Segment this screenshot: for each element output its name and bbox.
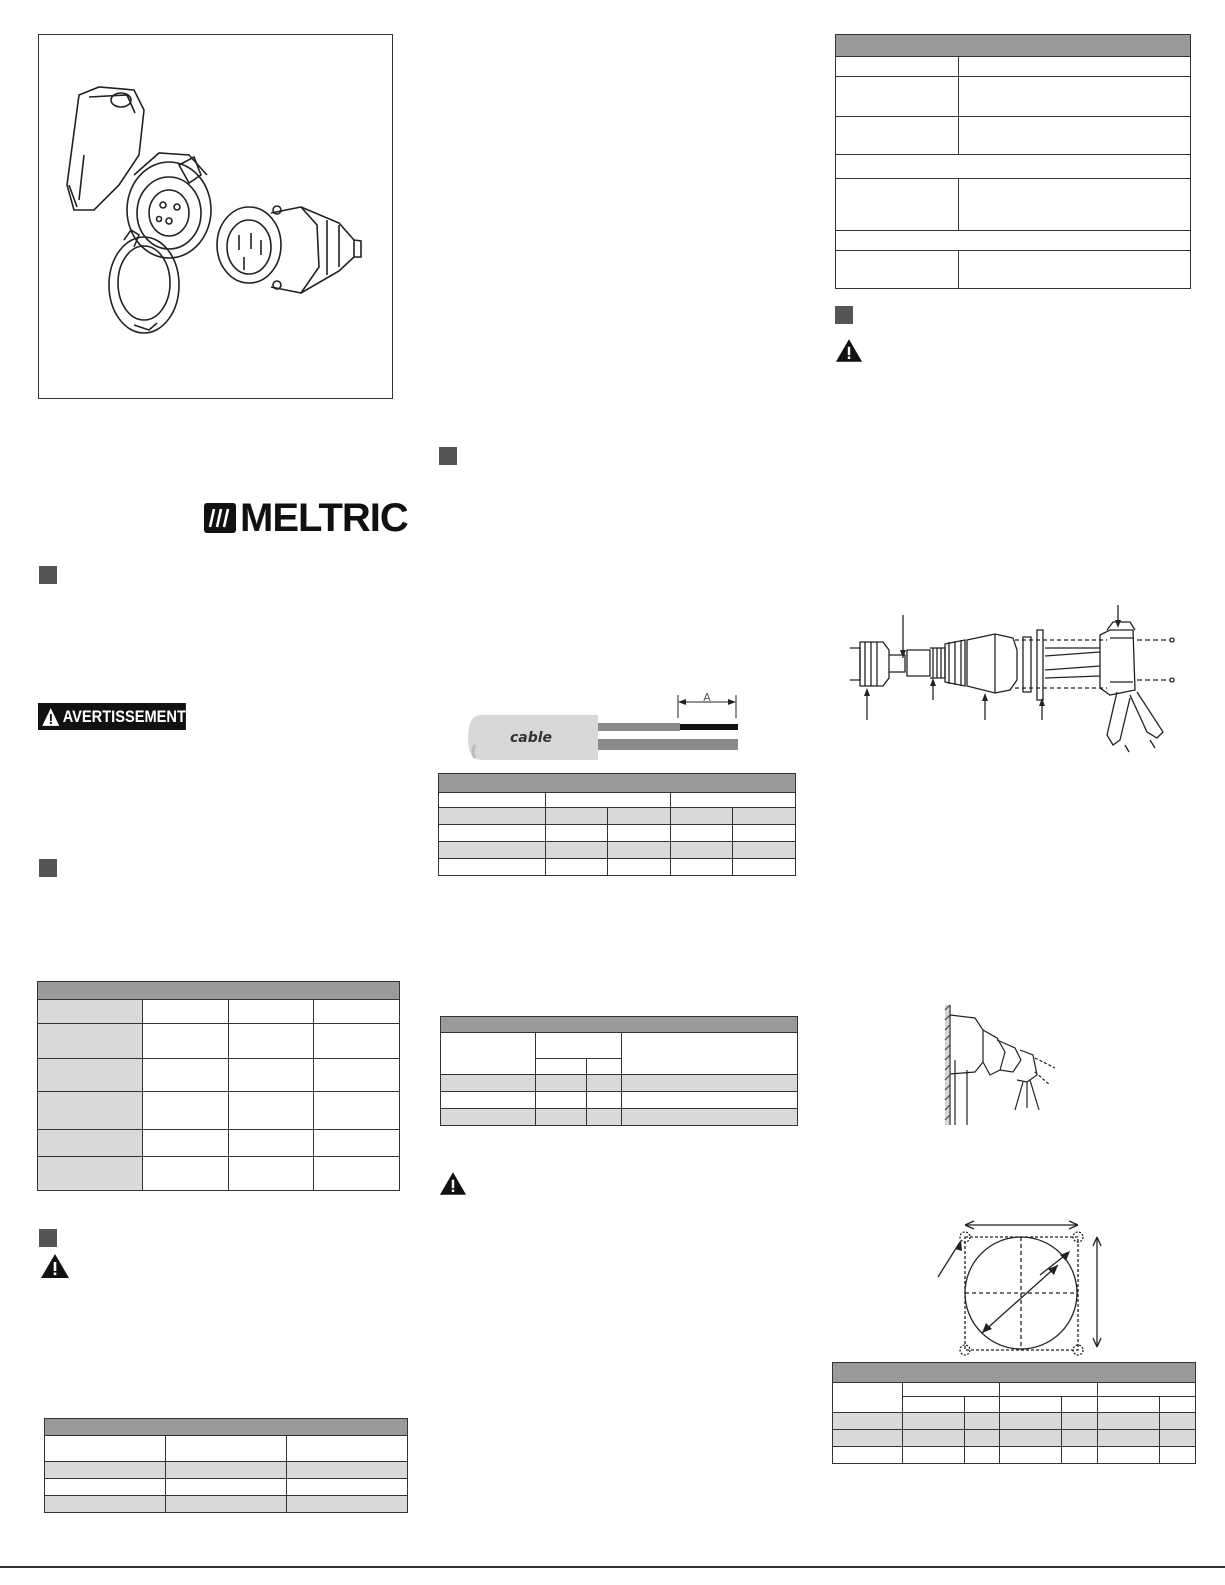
meltric-logo — [204, 495, 408, 540]
torque-table-left — [44, 1418, 408, 1513]
cutout-dimensions-table — [832, 1362, 1196, 1464]
caution-triangle-icon-2 — [439, 1171, 467, 1196]
specs-table-left — [37, 981, 400, 1191]
table-header — [38, 982, 400, 1000]
wall-mount-diagram — [935, 1000, 1065, 1128]
dimension-label: A — [703, 691, 711, 704]
section-marker-5 — [835, 306, 853, 324]
logo-wordmark: MELTRIC — [240, 495, 408, 540]
cable-label: cable — [509, 730, 553, 746]
ratings-table-right — [835, 34, 1191, 289]
panel-cutout-diagram — [930, 1215, 1110, 1360]
section-marker-3 — [39, 1229, 57, 1247]
warning-triangle-icon — [41, 707, 60, 727]
conductor-table — [440, 1016, 798, 1126]
product-image-frame — [38, 34, 393, 399]
exploded-assembly-diagram — [845, 600, 1180, 760]
warning-badge — [38, 703, 186, 730]
section-marker-2 — [39, 859, 57, 877]
product-illustration — [39, 35, 394, 400]
section-marker-4 — [439, 447, 457, 465]
caution-triangle-icon-3 — [835, 338, 863, 363]
footer-rule — [0, 1566, 1225, 1568]
section-marker-1 — [39, 566, 57, 584]
strip-length-table — [438, 773, 796, 876]
caution-triangle-icon — [40, 1253, 70, 1279]
logo-mark-icon — [204, 503, 236, 533]
cable-strip-diagram — [463, 690, 758, 765]
warning-badge-label: AVERTISSEMENT — [62, 706, 186, 726]
